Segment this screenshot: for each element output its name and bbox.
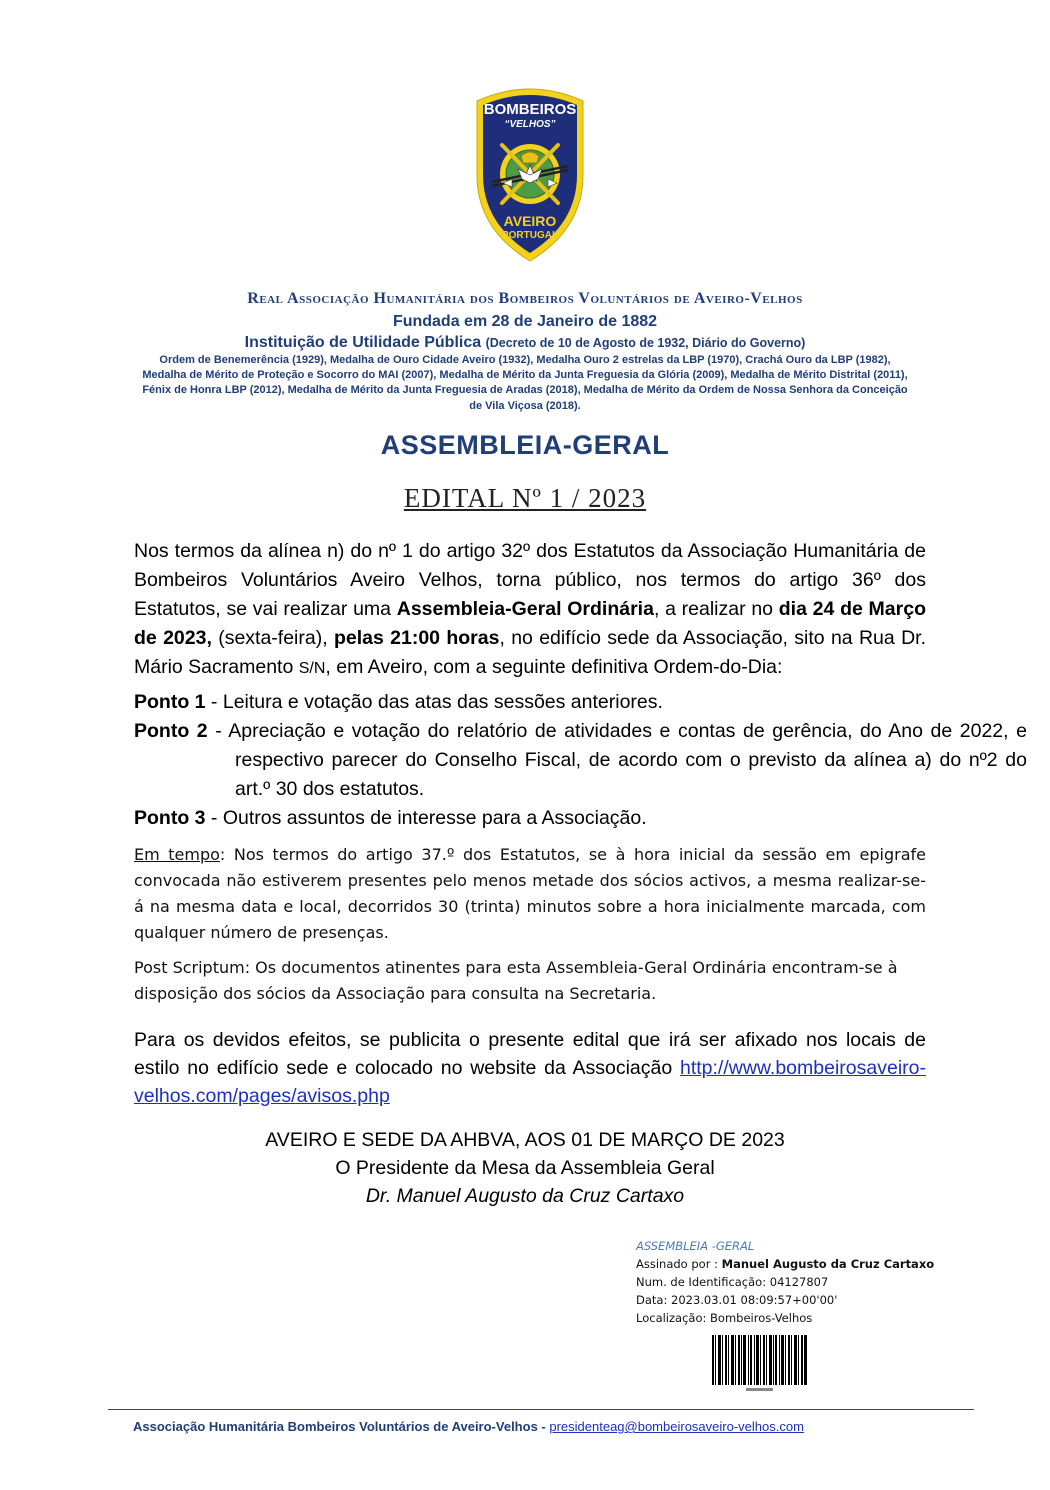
signer-name: Dr. Manuel Augusto da Cruz Cartaxo (365, 1185, 685, 1207)
footer-email-link[interactable]: presidenteag@bombeirosaveiro-velhos.com (549, 1419, 804, 1434)
digital-signature-block (636, 1237, 966, 1327)
intro-paragraph: Nos termos da alínea n) do nº 1 do artigo 32º dos Estatutos da Associação Humanitária de Bombeiros Voluntários Aveiro Velhos, torna público, nos termos do artigo 36º dos Estatutos, se vai realizar uma Assembleia-Geral Ordinária, a realizar no dia 24 de Março de 2023, (sexta-feira), pelas 21:00 horas, no edifício sede da Associação, sito na Rua Dr. Mário Sacramento S/N, em Aveiro, com a seguinte definitiva Ordem-do-Dia: (134, 540, 926, 678)
agenda-item: Ponto 2 - Apreciação e votação do relatório de atividades e contas de gerência, do Ano de 2022, e respectivo parecer do Conselho Fiscal, de acordo com o previsto da alínea a) do nº2 do art.º 30 dos estatutos. (134, 720, 1027, 800)
public-utility-line (0, 334, 1050, 352)
signature-signed-by: Assinado por : Manuel Augusto da Cruz Cartaxo (636, 1257, 935, 1271)
footer: Associação Humanitária Bombeiros Voluntários de Aveiro-Velhos - presidenteag@bombeirosaveiro-velhos.com (133, 1419, 804, 1434)
em-tempo-paragraph: Em tempo: Nos termos do artigo 37.º dos Estatutos, se à hora inicial da sessão em epigrafe convocada não estiverem presentes pelo menos metade dos sócios activos, a mesma realizar-se-á na mesma data e local, decorridos 30 (trinta) minutos sobre a hora inicialmente marcada, com qualquer número de presenças. (134, 845, 926, 942)
barcode-icon (712, 1335, 807, 1393)
page-title: ASSEMBLEIA-GERAL (380, 430, 670, 460)
edital-number: EDITAL Nº 1 / 2023 (403, 483, 647, 513)
fire-brigade-crest-logo (471, 83, 589, 263)
signature-header: ASSEMBLEIA -GERAL (636, 1239, 755, 1253)
signature-id: Num. de Identificação: 04127807 (636, 1275, 829, 1289)
post-scriptum: Post Scriptum: Os documentos atinentes para esta Assembleia-Geral Ordinária encontram-se à disposição dos sócios da Associação para consulta na Secretaria. (134, 958, 898, 1003)
logo-bottom-text2: PORTUGAL (501, 230, 559, 241)
notices-page-link[interactable]: http://www.bombeirosaveiro-velhos.com/pages/avisos.php (134, 1057, 926, 1107)
signer-role: O Presidente da Mesa da Assembleia Geral (335, 1157, 715, 1179)
founded-date: Fundada em 28 de Janeiro de 1882 (392, 313, 658, 330)
logo-middle-text: “VELHOS” (504, 119, 556, 130)
agenda-item: Ponto 3 - Outros assuntos de interesse para a Associação. (134, 807, 647, 829)
signature-date: Data: 2023.03.01 08:09:57+00'00' (636, 1293, 838, 1307)
signature-location: Localização: Bombeiros-Velhos (636, 1311, 813, 1325)
logo-top-text: BOMBEIROS (483, 101, 577, 118)
honours-list: Ordem de Benemerência (1929), Medalha de Ouro Cidade Aveiro (1932), Medalha Ouro 2 estrelas da LBP (1970), Crachá Ouro da LBP (1982), Medalha de Mérito de Proteção e Socorro do MAI (2007), Medalha de Mérito da Junta Freguesia da Glória (2009), Medalha de Mérito Distrital (2011), Fénix de Honra LBP (2012), Medalha de Mérito da Junta Freguesia de Aradas (2018), Medalha de Mérito da Ordem de Nossa Senhora da Conceição de Vila Viçosa (2018). (142, 354, 908, 412)
publication-paragraph: Para os devidos efeitos, se publicita o presente edital que irá ser afixado nos locais de estilo no edifício sede e colocado no website da Associação http://www.bombeirosaveiro-velhos.com/pages/avisos.php (134, 1029, 926, 1107)
footer-divider (108, 1409, 974, 1410)
public-utility-note: (Decreto de 10 de Agosto de 1932, Diário do Governo) (485, 336, 806, 350)
footer-org: Associação Humanitária Bombeiros Voluntários de Aveiro-Velhos (133, 1419, 538, 1434)
place-date: AVEIRO E SEDE DA AHBVA, AOS 01 DE MARÇO DE 2023 (265, 1129, 785, 1151)
organization-name: Real Associação Humanitária dos Bombeiros Voluntários de Aveiro-Velhos (247, 290, 803, 307)
logo-bottom-text: AVEIRO (503, 213, 557, 229)
agenda-item: Ponto 1 - Leitura e votação das atas das sessões anteriores. (134, 691, 663, 713)
public-utility-title: Instituição de Utilidade Pública (244, 334, 482, 351)
